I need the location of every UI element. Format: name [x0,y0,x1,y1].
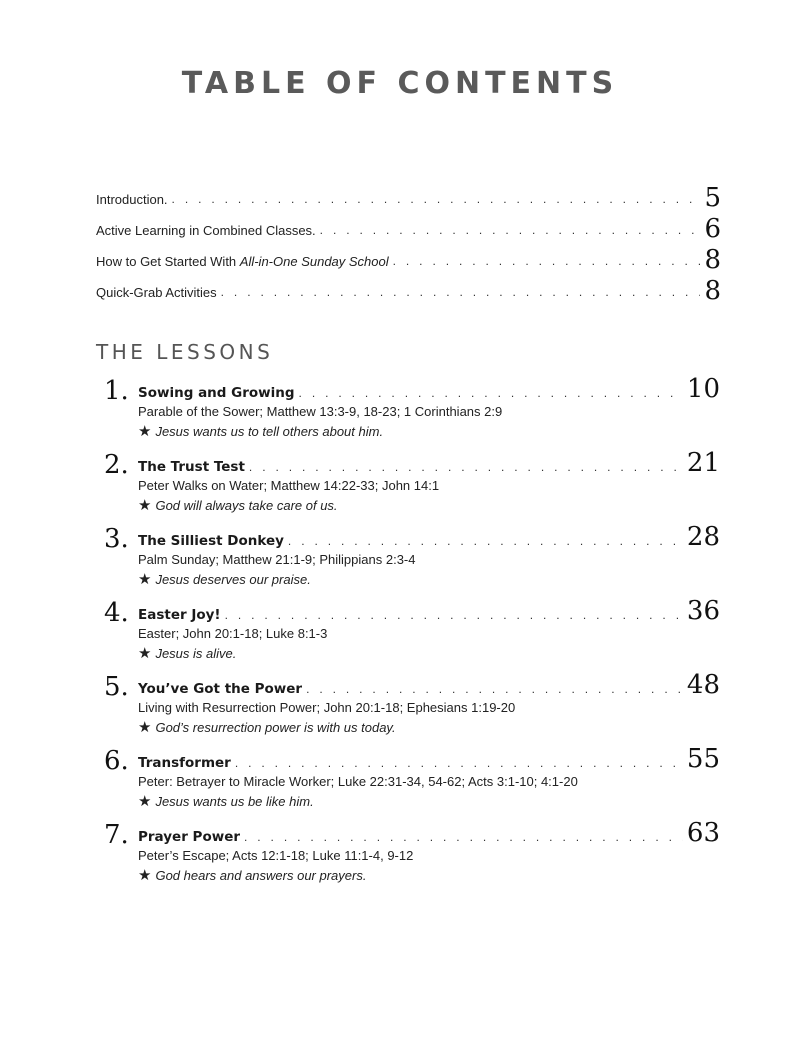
dot-leader [320,223,701,242]
star-icon: ★ [138,793,152,810]
lesson-number: 5. [104,672,129,702]
dot-leader [306,682,683,698]
lesson-title: Sowing and Growing [138,385,295,401]
lesson-scripture: Palm Sunday; Matthew 21:1-9; Philippians 2:3-4 [138,552,416,567]
dot-leader [249,460,683,476]
toc-page-number: 8 [704,245,721,275]
lesson-scripture: Easter; John 20:1-18; Luke 8:1-3 [138,626,328,641]
dot-leader [244,830,683,846]
lesson-entry[interactable] [104,670,720,748]
lesson-page-number: 55 [686,744,720,774]
lesson-entry[interactable] [104,448,720,526]
lesson-number: 2. [104,450,129,480]
lesson-entry[interactable] [104,744,720,822]
dot-leader [393,254,701,273]
star-icon: ★ [138,719,152,736]
lesson-page-number: 36 [686,596,720,626]
star-icon: ★ [138,867,152,884]
toc-entry-label: Active Learning in Combined Classes. [96,223,316,238]
lesson-scripture: Peter Walks on Water; Matthew 14:22-33; John 14:1 [138,478,440,493]
dot-leader [235,756,683,772]
lesson-page-number: 63 [686,818,720,848]
toc-entry[interactable] [96,180,721,211]
toc-entry-label: How to Get Started With All-in-One Sunday School [96,254,389,269]
book-title: All-in-One Sunday School [239,254,389,269]
lesson-entry[interactable] [104,596,720,674]
lesson-number: 6. [104,746,129,776]
toc-page-number: 6 [704,214,721,244]
page-title: TABLE OF CONTENTS [181,66,619,101]
lesson-point: God hears and answers our prayers. [155,868,367,883]
lesson-point: Jesus is alive. [155,646,237,661]
toc-entry[interactable] [96,242,721,273]
lesson-point: God will always take care of us. [155,498,338,513]
toc-entry[interactable] [96,211,721,242]
lesson-number: 3. [104,524,129,554]
dot-leader [225,608,683,624]
toc-entry-label: Quick-Grab Activities [96,285,217,300]
lesson-title: You’ve Got the Power [138,681,303,697]
lesson-title: Easter Joy! [138,607,221,623]
lesson-number: 4. [104,598,129,628]
lessons-list [104,374,720,896]
star-icon: ★ [138,645,152,662]
lesson-scripture: Peter’s Escape; Acts 12:1-18; Luke 11:1-4, 9-12 [138,848,414,863]
toc-entry-label: Introduction. [96,192,168,207]
lesson-scripture: Parable of the Sower; Matthew 13:3-9, 18-23; 1 Corinthians 2:9 [138,404,503,419]
lesson-page-number: 48 [686,670,720,700]
lesson-number: 7. [104,820,129,850]
lesson-title: The Silliest Donkey [138,533,284,549]
lesson-entry[interactable] [104,374,720,452]
lesson-number: 1. [104,376,129,406]
dot-leader [221,285,701,304]
lesson-entry[interactable] [104,522,720,600]
lesson-point: Jesus wants us be like him. [155,794,314,809]
toc-page-number: 8 [704,276,721,306]
dot-leader [288,534,683,550]
lesson-scripture: Living with Resurrection Power; John 20:1-18; Ephesians 1:19-20 [138,700,516,715]
lesson-entry[interactable] [104,818,720,896]
lesson-title: The Trust Test [138,459,245,475]
dot-leader [172,192,701,211]
toc-entry[interactable] [96,273,721,304]
star-icon: ★ [138,571,152,588]
lesson-point: Jesus wants us to tell others about him. [155,424,384,439]
dot-leader [299,386,683,402]
front-matter-list [96,180,721,304]
lessons-heading: THE LESSONS [96,340,274,364]
star-icon: ★ [138,497,152,514]
lesson-page-number: 28 [686,522,720,552]
lesson-page-number: 21 [686,448,720,478]
lesson-page-number: 10 [686,374,720,404]
lesson-title: Transformer [138,755,231,771]
lesson-scripture: Peter: Betrayer to Miracle Worker; Luke 22:31-34, 54-62; Acts 3:1-10; 4:1-20 [138,774,578,789]
lesson-title: Prayer Power [138,829,241,845]
toc-page-number: 5 [704,183,721,213]
star-icon: ★ [138,423,152,440]
lesson-point: God’s resurrection power is with us today. [155,720,396,735]
lesson-point: Jesus deserves our praise. [155,572,311,587]
